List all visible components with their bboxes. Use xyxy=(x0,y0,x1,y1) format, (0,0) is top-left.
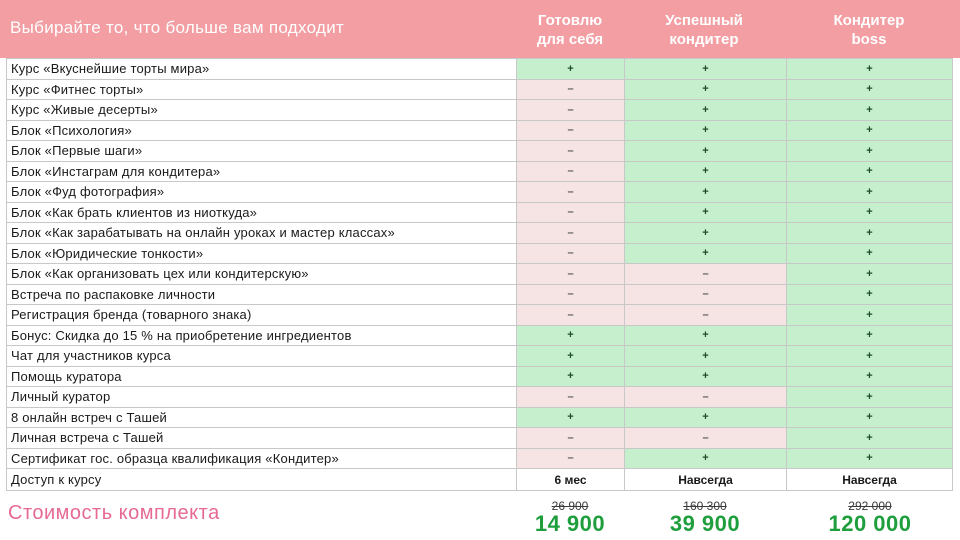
cell-successful: + xyxy=(625,79,787,100)
table-row xyxy=(7,182,953,203)
cell-self: + xyxy=(517,59,625,80)
table-row xyxy=(7,202,953,223)
table-row xyxy=(7,100,953,121)
cell-successful: – xyxy=(625,264,787,285)
table-row xyxy=(7,325,953,346)
cell-successful: + xyxy=(625,100,787,121)
cell-boss: + xyxy=(787,305,953,326)
feature-name: Чат для участников курса xyxy=(7,346,517,367)
old-price-successful: 160 300 xyxy=(683,499,727,513)
access-successful: Навсегда xyxy=(625,469,787,491)
cell-boss: + xyxy=(787,182,953,203)
old-price-self: 26 900 xyxy=(551,499,589,513)
cell-boss: + xyxy=(787,448,953,469)
cell-boss: + xyxy=(787,284,953,305)
table-row xyxy=(7,366,953,387)
table-row xyxy=(7,141,953,162)
cell-boss: + xyxy=(787,141,953,162)
page-title: Выбирайте то, что больше вам подходит xyxy=(10,18,345,37)
new-price-boss: 120 000 xyxy=(828,511,912,536)
cell-self: + xyxy=(517,325,625,346)
feature-name: Личная встреча с Ташей xyxy=(7,428,517,449)
cell-boss: + xyxy=(787,223,953,244)
cell-successful: + xyxy=(625,366,787,387)
feature-name: Блок «Как брать клиентов из ниоткуда» xyxy=(7,202,517,223)
cell-self: + xyxy=(517,407,625,428)
feature-name: Блок «Фуд фотография» xyxy=(7,182,517,203)
cell-boss: + xyxy=(787,264,953,285)
cell-boss: + xyxy=(787,59,953,80)
cell-self: + xyxy=(517,346,625,367)
table-row xyxy=(7,264,953,285)
cell-boss: + xyxy=(787,100,953,121)
access-row xyxy=(7,469,953,491)
cell-boss: + xyxy=(787,387,953,408)
feature-name: 8 онлайн встреч с Ташей xyxy=(7,407,517,428)
cell-successful: + xyxy=(625,59,787,80)
cell-boss: + xyxy=(787,161,953,182)
feature-name: Курс «Фитнес торты» xyxy=(7,79,517,100)
cell-self: – xyxy=(517,79,625,100)
feature-name: Регистрация бренда (товарного знака) xyxy=(7,305,517,326)
header-bar xyxy=(0,0,960,58)
table-row xyxy=(7,305,953,326)
feature-name: Встреча по распаковке личности xyxy=(7,284,517,305)
feature-name: Блок «Как организовать цех или кондитерскую» xyxy=(7,264,517,285)
cell-self: – xyxy=(517,223,625,244)
comparison-table xyxy=(6,58,953,491)
cell-self: – xyxy=(517,284,625,305)
cell-successful: + xyxy=(625,346,787,367)
access-self: 6 мес xyxy=(517,469,625,491)
table-row xyxy=(7,387,953,408)
table-row xyxy=(7,243,953,264)
cell-self: – xyxy=(517,243,625,264)
table-row xyxy=(7,223,953,244)
table-row xyxy=(7,161,953,182)
cell-boss: + xyxy=(787,120,953,141)
cell-self: – xyxy=(517,141,625,162)
feature-name: Блок «Психология» xyxy=(7,120,517,141)
cell-boss: + xyxy=(787,243,953,264)
plan-heading-successful: Успешный кондитер xyxy=(665,12,743,48)
cell-self: – xyxy=(517,264,625,285)
feature-name: Блок «Юридические тонкости» xyxy=(7,243,517,264)
cell-successful: – xyxy=(625,428,787,449)
cell-self: – xyxy=(517,428,625,449)
cell-self: – xyxy=(517,100,625,121)
feature-name: Доступ к курсу xyxy=(7,469,517,491)
table-row xyxy=(7,346,953,367)
cell-self: – xyxy=(517,448,625,469)
cell-self: + xyxy=(517,366,625,387)
plan-heading-self: Готовлю для себя xyxy=(536,12,604,48)
cell-self: – xyxy=(517,305,625,326)
feature-name: Сертификат гос. образца квалификация «Кондитер» xyxy=(7,448,517,469)
cell-boss: + xyxy=(787,202,953,223)
cell-successful: + xyxy=(625,202,787,223)
cell-boss: + xyxy=(787,428,953,449)
feature-name: Помощь куратора xyxy=(7,366,517,387)
cell-successful: + xyxy=(625,141,787,162)
cell-successful: – xyxy=(625,284,787,305)
cell-successful: + xyxy=(625,182,787,203)
cell-successful: + xyxy=(625,448,787,469)
cell-successful: + xyxy=(625,243,787,264)
table-row xyxy=(7,120,953,141)
cell-successful: + xyxy=(625,325,787,346)
cost-label: Стоимость комплекта xyxy=(8,502,220,524)
feature-name: Бонус: Скидка до 15 % на приобретение ингредиентов xyxy=(7,325,517,346)
new-price-successful: 39 900 xyxy=(669,511,741,536)
plan-heading-boss: Кондитер boss xyxy=(833,12,905,48)
new-price-self: 14 900 xyxy=(534,511,606,536)
cell-self: – xyxy=(517,202,625,223)
cell-successful: + xyxy=(625,407,787,428)
table-row xyxy=(7,448,953,469)
cell-successful: + xyxy=(625,120,787,141)
access-boss: Навсегда xyxy=(787,469,953,491)
feature-name: Блок «Как зарабатывать на онлайн уроках и мастер классах» xyxy=(7,223,517,244)
feature-name: Блок «Инстаграм для кондитера» xyxy=(7,161,517,182)
cell-boss: + xyxy=(787,366,953,387)
cell-boss: + xyxy=(787,325,953,346)
cell-successful: + xyxy=(625,223,787,244)
cell-boss: + xyxy=(787,407,953,428)
cell-successful: + xyxy=(625,161,787,182)
cell-self: – xyxy=(517,120,625,141)
cell-self: – xyxy=(517,182,625,203)
cell-boss: + xyxy=(787,79,953,100)
cell-boss: + xyxy=(787,346,953,367)
cell-self: – xyxy=(517,161,625,182)
feature-name: Блок «Первые шаги» xyxy=(7,141,517,162)
table-row xyxy=(7,428,953,449)
cell-successful: – xyxy=(625,305,787,326)
table-row xyxy=(7,79,953,100)
table-row xyxy=(7,59,953,80)
cell-successful: – xyxy=(625,387,787,408)
feature-name: Курс «Вкуснейшие торты мира» xyxy=(7,59,517,80)
table-row xyxy=(7,284,953,305)
feature-name: Курс «Живые десерты» xyxy=(7,100,517,121)
table-row xyxy=(7,407,953,428)
old-price-boss: 292 000 xyxy=(848,499,892,513)
feature-name: Личный куратор xyxy=(7,387,517,408)
cell-self: – xyxy=(517,387,625,408)
